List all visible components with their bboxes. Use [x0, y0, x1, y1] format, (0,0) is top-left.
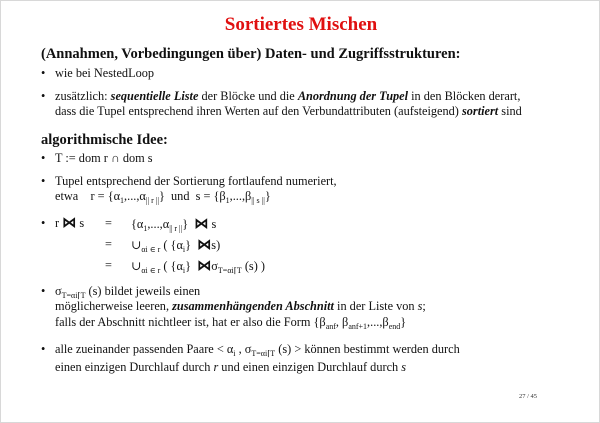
sigma-symbol: σ [211, 259, 218, 273]
eq-sign-1: = [105, 216, 112, 230]
bullet-tuple-numbering: • Tupel entsprechend der Sortierung fortlaufend numeriert, etwa $r = \{\alpha_1,...,\alpha_{|| r ||}\}$ und $s = \{\beta_1,...,\beta_{|| s ||}\}$ [41, 174, 337, 205]
page-number: 27 / 45 [518, 393, 537, 400]
selection-line-2: möglicherweise leeren, zusammenhängenden Abschnitt in der Liste von s; [55, 299, 426, 313]
bullet-dot: • [41, 89, 46, 103]
eq-sign-2: = [105, 237, 112, 251]
union-symbol: ∪ [131, 238, 142, 252]
join-symbol: ⋈ [197, 238, 209, 253]
join-symbol: ⋈ [62, 216, 74, 231]
union-symbol: ∪ [131, 259, 142, 273]
bullet-join-equation: • r ⋈ s [41, 216, 85, 231]
tuple-numbering-example: etwa $r = \{\alpha_1,...,\alpha_{|| r ||}\}$ und $s = \{\beta_1,...,\beta_{|| s ||}\}$ [55, 189, 271, 205]
selection-line-3: falls der Abschnitt nichtleer ist, hat er also die Form {$\beta_{anf}$, $\beta_{anf+1},...,\beta_{end}$} [55, 315, 407, 331]
join-row-1: $\{\alpha_1,...,\alpha_{|| r ||}\}$ ⋈ s [131, 217, 217, 233]
bullet-sequential-list: • zusätzlich: sequentielle Liste der Blöcke und die Anordnung der Tupel in den Blöcken derart, dass die Tupel entsprechend ihren Werten auf den Verbundattributen (aufsteigend) sortiert sind [41, 89, 522, 118]
bullet-dot: • [41, 174, 46, 188]
sigma-symbol: σ [55, 284, 62, 298]
section-heading-algorithmic-idea: algorithmische Idee: [41, 132, 168, 148]
join-symbol: ⋈ [194, 217, 206, 232]
bullet-dot: • [41, 151, 46, 165]
bullet-dot: • [41, 284, 46, 298]
bullet-matching-pairs: • alle zueinander passenden Paare < $\alpha_i$ , $\sigma_{T=\alpha i⌈T}$ (s) > können bestimmt werden durch einen einzigen Durchlauf durch r und einen einzigen Durchlauf durch s [41, 342, 460, 374]
slide-title: Sortiertes Mischen [224, 14, 378, 35]
join-row-3: $\cup_{\alpha i \in r}$ ( $\{\alpha_i\}$ ⋈ $\sigma_{T=\alpha i⌈T}$ (s) ) [131, 259, 265, 275]
bullet-dot: • [41, 216, 46, 230]
bullet-T-definition: • T := dom r ∩ dom s [41, 151, 153, 165]
eq-sign-3: = [105, 258, 112, 272]
join-row-2: $\cup_{\alpha i \in r}$ ( $\{\alpha_i\}$ ⋈ s) [131, 238, 221, 254]
bullet-dot: • [41, 342, 46, 356]
section-heading-data-structures: (Annahmen, Vorbedingungen über) Daten- und Zugriffsstrukturen: [41, 46, 461, 62]
bullet-selection-section: • $\sigma_{T=\alpha i⌈T}$ (s) bildet jeweils einen möglicherweise leeren, zusammenhängenden Abschnitt in der Liste von s; falls der Abschnitt nichtleer ist, hat er also die Form {$\beta_{anf}$, $\beta_{anf+1},...,\beta_{end}$} [41, 284, 426, 331]
bullet-dot: • [41, 66, 46, 80]
matching-pairs-line-2: einen einzigen Durchlauf durch r und einen einzigen Durchlauf durch s [55, 360, 407, 374]
bullet-nestedloop: • wie bei NestedLoop [41, 66, 155, 80]
bullet-continuation: dass die Tupel entsprechend ihren Werten auf den Verbundattributen (aufsteigend) sortiert sind [55, 104, 522, 118]
join-symbol: ⋈ [197, 259, 209, 274]
